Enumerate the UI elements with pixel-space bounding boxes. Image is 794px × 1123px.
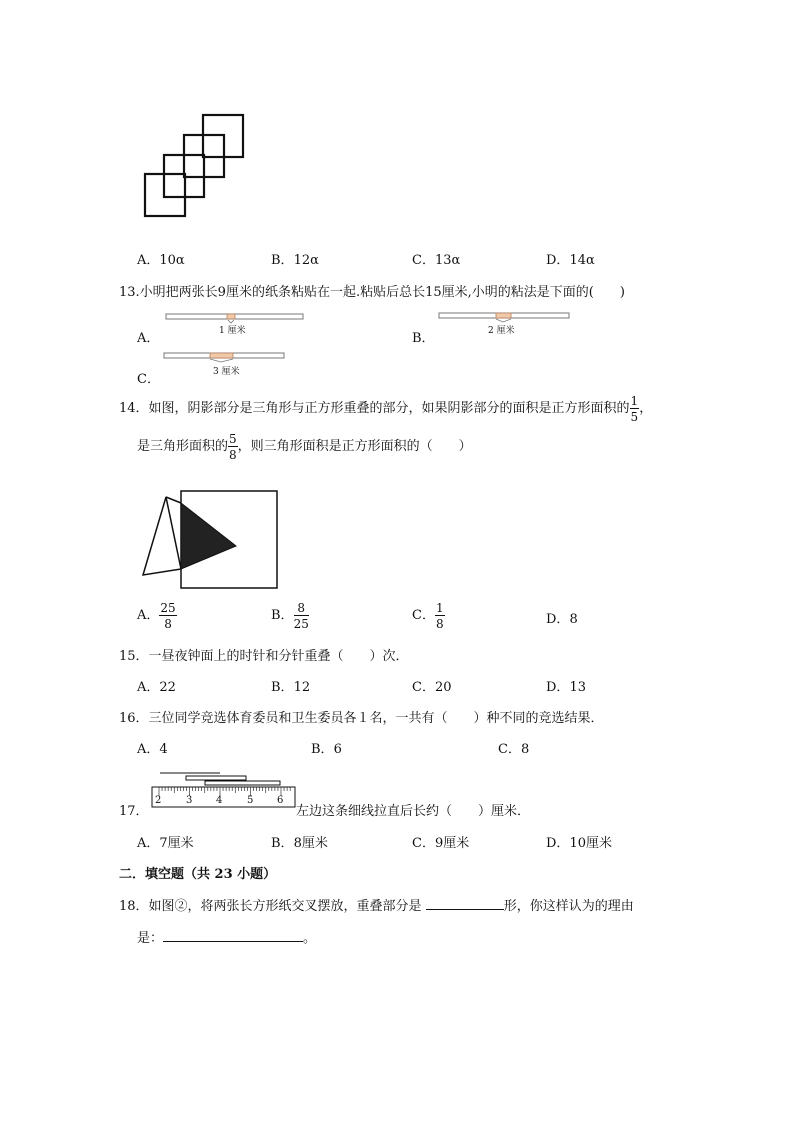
q12-option-c[interactable]: C．13α — [412, 253, 461, 268]
q17-ruler-tick-6: 6 — [277, 795, 284, 806]
q14-frac1-num: 1 — [630, 393, 639, 408]
q17-option-d[interactable]: D．10厘米 — [546, 836, 612, 851]
q13-option-b-letter[interactable]: B． — [412, 331, 435, 346]
q15-stem: 15．一昼夜钟面上的时针和分针重叠（ ）次． — [119, 649, 409, 664]
q17-ruler-tick-2: 2 — [155, 795, 162, 806]
q14-stem-text1: 14．如图，阴影部分是三角形与正方形重叠的部分，如果阴影部分的面积是正方形面积的 — [119, 401, 630, 416]
q13-option-c-letter[interactable]: C． — [137, 372, 160, 387]
q14-stem-text2: 是三角形面积的 — [137, 439, 229, 454]
q14-option-b[interactable]: B． $\frac{8}{25}$ — [271, 600, 309, 631]
q13-option-c-label: 3 厘米 — [213, 367, 240, 377]
q13-option-a-label: 1 厘米 — [219, 326, 246, 336]
q16-stem: 16．三位同学竞选体育委员和卫生委员各１名，一共有（ ）种不同的竞选结果． — [119, 711, 604, 726]
q17-ruler-and-thread-figure — [150, 768, 300, 813]
q12-option-b[interactable]: B．12α — [271, 253, 319, 268]
q14-stem-line2 — [137, 432, 472, 462]
q14-stem-comma: ， — [639, 401, 653, 416]
q18-blank-shape[interactable] — [426, 897, 504, 910]
q14-frac2-den: 8 — [229, 447, 237, 462]
q17-ruler-tick-5: 5 — [247, 795, 254, 806]
q12-option-a[interactable]: A．10α — [137, 253, 185, 268]
q14-option-a-fraction: $\frac{25}{8}$ — [160, 600, 176, 631]
q15-option-a[interactable]: A．22 — [137, 680, 176, 695]
q14-stem-line1 — [119, 394, 652, 424]
q14-option-d[interactable]: D．8 — [546, 612, 578, 627]
q14-option-c[interactable]: C． $\frac{1}{8}$ — [412, 600, 444, 631]
q14-fraction-five-eighths — [228, 433, 238, 461]
q14-frac1-den: 5 — [630, 409, 639, 424]
q18-text3: 是： — [137, 931, 164, 946]
section-2-title: 二．填空题（共 23 小题） — [119, 867, 277, 882]
q14-option-a[interactable]: A． $\frac{25}{8}$ — [137, 600, 176, 631]
q17-ruler-tick-3: 3 — [186, 795, 193, 806]
q15-option-b[interactable]: B．12 — [271, 680, 311, 695]
q17-stem: 左边这条细线拉直后长约（ ）厘米． — [296, 804, 531, 819]
q14-frac2-num: 5 — [229, 431, 237, 446]
q17-option-c[interactable]: C．9厘米 — [412, 836, 470, 851]
q18-text2: 形，你这样认为的理由 — [503, 899, 634, 914]
q17-number: 17． — [119, 804, 149, 819]
q12-option-d[interactable]: D．14α — [546, 253, 595, 268]
q14-option-b-fraction: $\frac{8}{25}$ — [293, 600, 309, 631]
q14-triangle-square-figure — [140, 485, 290, 595]
q18-blank-reason[interactable] — [163, 929, 303, 942]
q18-text4: 。 — [303, 931, 317, 946]
q14-option-c-fraction: $\frac{1}{8}$ — [435, 600, 444, 631]
q13-option-b-label: 2 厘米 — [488, 326, 515, 336]
q16-option-a[interactable]: A．4 — [137, 742, 168, 757]
q18-text1: 18．如图②，将两张长方形纸交叉摆放，重叠部分是 — [119, 899, 422, 914]
q17-option-b[interactable]: B．8厘米 — [271, 836, 328, 851]
q15-option-d[interactable]: D．13 — [546, 680, 586, 695]
q18-line2 — [137, 927, 316, 946]
q18-line1 — [119, 895, 634, 914]
q17-ruler-tick-4: 4 — [216, 795, 223, 806]
q14-stem-text3: ，则三角形面积是正方形面积的（ ） — [237, 439, 472, 454]
q13-stem: 13.小明把两张长9厘米的纸条粘贴在一起.粘贴后总长15厘米,小明的粘法是下面的( ) — [119, 285, 625, 300]
q13-option-a-letter[interactable]: A． — [137, 331, 160, 346]
q15-option-c[interactable]: C．20 — [412, 680, 452, 695]
q14-fraction-one-fifth — [630, 395, 640, 423]
q12-overlapping-squares-figure — [140, 110, 250, 225]
q16-option-c[interactable]: C．8 — [498, 742, 530, 757]
q16-option-b[interactable]: B．6 — [311, 742, 342, 757]
q17-option-a[interactable]: A．7厘米 — [137, 836, 194, 851]
